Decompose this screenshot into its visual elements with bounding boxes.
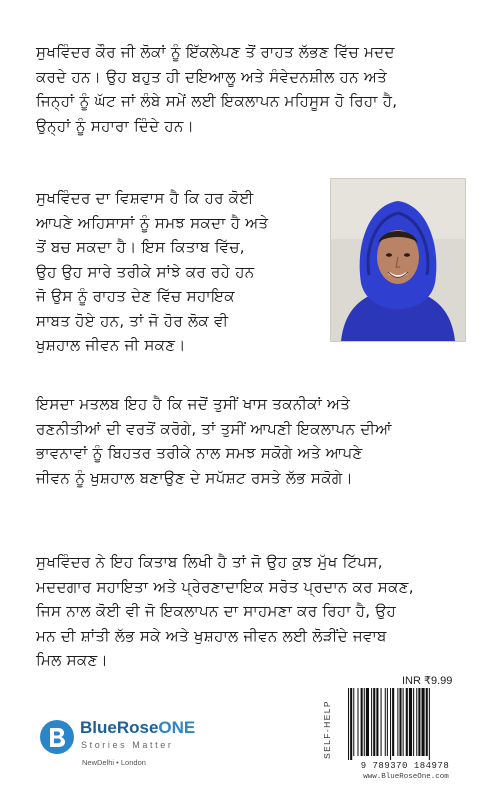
blurb-line: ਸੁਖਵਿੰਦਰ ਨੇ ਇਹ ਕਿਤਾਬ ਲਿਖੀ ਹੈ ਤਾਂ ਜੋ ਉਹ ਕੁਝ ਮੁੱਖ ਟਿੱਪਸ,: [36, 553, 383, 571]
barcode-bar: [429, 688, 430, 760]
isbn-digits: 9 789370 184978: [360, 761, 450, 771]
blurb-line: ਸੁਖਵਿੰਦਰ ਕੌਰ ਜੀ ਲੋਕਾਂ ਨੂੰ ਇੱਕਲੇਪਣ ਤੋਂ ਰਾਹਤ ਲੱਭਣ ਵਿੱਚ ਮਦਦ: [36, 43, 395, 61]
barcode-graphic: [344, 688, 466, 766]
barcode-bar: [366, 688, 369, 756]
publisher-name: [80, 718, 195, 738]
blurb-line: ਮਨ ਦੀ ਸ਼ਾਂਤੀ ਲੱਭ ਸਕੇ ਅਤੇ ਖੁਸ਼ਹਾਲ ਜੀਵਨ ਲਈ ਲੋੜੀਂਦੇ ਜਵਾਬ: [36, 626, 387, 645]
blurb-line: ਸਾਬਤ ਹੋਏ ਹਨ, ਤਾਂ ਜੋ ਹੋਰ ਲੋਕ ਵੀ: [36, 311, 229, 330]
barcode-bar: [353, 688, 354, 756]
author-portrait-icon: [331, 179, 465, 341]
blurb-line: ਜਿਨ੍ਹਾਂ ਨੂੰ ਘੱਟ ਜਾਂ ਲੰਬੇ ਸਮੇਂ ਲਈ ਇਕਲਾਪਨ ਮਹਿਸੂਸ ਹੋ ਰਿਹਾ ਹੈ,: [36, 92, 398, 110]
barcode-bar: [418, 688, 420, 756]
barcode-bar: [409, 688, 412, 756]
barcode-bar: [387, 688, 388, 756]
blurb-line: ਜੋ ਉਸ ਨੂੰ ਰਾਹਤ ਦੇਣ ਵਿੱਚ ਸਹਾਇਕ: [36, 287, 235, 305]
barcode-bar: [350, 688, 352, 760]
price-label: INR ₹9.99: [402, 675, 453, 687]
blurb-line: ਮਿਲ ਸਕਣ।: [36, 651, 108, 669]
barcode-bar: [403, 688, 404, 756]
blurb-line: ਭਾਵਨਾਵਾਂ ਨੂੰ ਬਿਹਤਰ ਤਰੀਕੇ ਨਾਲ ਸਮਝ ਸਕੋਗੇ ਅਤੇ ਆਪਣੇ: [36, 444, 363, 462]
blurb-paragraph-1: [36, 40, 476, 138]
barcode-bar: [385, 688, 386, 756]
blurb-line: ਉਹ ਉਹ ਸਾਰੇ ਤਰੀਕੇ ਸਾਂਝੇ ਕਰ ਰਹੇ ਹਨ: [36, 262, 255, 281]
blurb-line: ਜਿਸ ਨਾਲ ਕੋਈ ਵੀ ਜੋ ਇਕਲਾਪਨ ਦਾ ਸਾਹਮਣਾ ਕਰ ਰਿਹਾ ਹੈ, ਉਹ: [36, 602, 397, 620]
publisher-cities: NewDelhi • London: [82, 758, 146, 767]
publisher-website: www.BlueRoseOne.com: [363, 773, 449, 781]
barcode-bar: [348, 688, 349, 760]
barcode-bar: [361, 688, 363, 756]
blurb-line: ਰਣਨੀਤੀਆਂ ਦੀ ਵਰਤੋਂ ਕਰੋਗੇ, ਤਾਂ ਤੁਸੀਂ ਆਪਣੀ ਇਕਲਾਪਨ ਦੀਆਂ: [36, 419, 392, 438]
barcode-bar: [422, 688, 425, 756]
blurb-line: ਕਰਦੇ ਹਨ। ਉਹ ਬਹੁਤ ਹੀ ਦਇਆਲੂ ਅਤੇ ਸੰਵੇਦਨਸ਼ੀਲ ਹਨ ਅਤੇ: [36, 67, 387, 86]
barcode-bar: [406, 688, 408, 756]
blurb-line: ਜੀਵਨ ਨੂੰ ਖੁਸ਼ਹਾਲ ਬਣਾਉਣ ਦੇ ਸਪੱਸ਼ਟ ਰਸਤੇ ਲੱਭ ਸਕੋਗੇ।: [36, 468, 353, 487]
blurb-paragraph-2: [36, 186, 326, 358]
barcode-bar: [390, 688, 391, 760]
barcode-bar: [373, 688, 375, 756]
blurb-line: ਇਸਦਾ ਮਤਲਬ ਇਹ ਹੈ ਕਿ ਜਦੋਂ ਤੁਸੀਂ ਖਾਸ ਤਕਨੀਕਾਂ ਅਤੇ: [36, 395, 351, 413]
barcode-bar: [426, 688, 428, 756]
publisher-name-part2: ONE: [158, 718, 196, 737]
publisher-tagline: Stories Matter: [81, 740, 174, 750]
barcode-bar: [413, 688, 414, 756]
publisher-logo-icon: [40, 720, 74, 754]
publisher-name-part1: BlueRose: [80, 718, 159, 737]
b-letter-icon: [47, 726, 67, 748]
barcode-bar: [381, 688, 382, 756]
blurb-paragraph-3: [36, 392, 476, 490]
blurb-line: ਉਨ੍ਹਾਂ ਨੂੰ ਸਹਾਰਾ ਦਿੰਦੇ ਹਨ।: [36, 116, 195, 135]
genre-label: SELF-HELP: [322, 700, 332, 760]
barcode-bars: [344, 688, 466, 760]
barcode-bar: [357, 688, 358, 756]
blurb-line: ਖੁਸ਼ਹਾਲ ਜੀਵਨ ਜੀ ਸਕਣ।: [36, 336, 186, 354]
blurb-line: ਤੋਂ ਬਚ ਸਕਦਾ ਹੈ। ਇਸ ਕਿਤਾਬ ਵਿੱਚ,: [36, 238, 245, 256]
barcode-bar: [371, 688, 372, 756]
blurb-line: ਸੁਖਵਿੰਦਰ ਦਾ ਵਿਸ਼ਵਾਸ ਹੈ ਕਿ ਹਰ ਕੋਈ: [36, 189, 254, 207]
barcode-bar: [399, 688, 401, 756]
barcode-bar: [376, 688, 378, 756]
barcode-bar: [364, 688, 365, 756]
blurb-line: ਆਪਣੇ ਅਹਿਸਾਸਾਂ ਨੂੰ ਸਮਝ ਸਕਦਾ ਹੈ ਅਤੇ: [36, 213, 269, 232]
barcode-bar: [416, 688, 417, 756]
barcode-bar: [392, 688, 394, 756]
author-photo: [330, 178, 466, 342]
barcode-bar: [397, 688, 398, 756]
blurb-line: ਮਦਦਗਾਰ ਸਹਾਇਤਾ ਅਤੇ ਪ੍ਰੇਰਣਾਦਾਇਕ ਸਰੋਤ ਪ੍ਰਦਾਨ ਕਰ ਸਕਣ,: [36, 577, 414, 596]
blurb-paragraph-4: [36, 550, 476, 673]
